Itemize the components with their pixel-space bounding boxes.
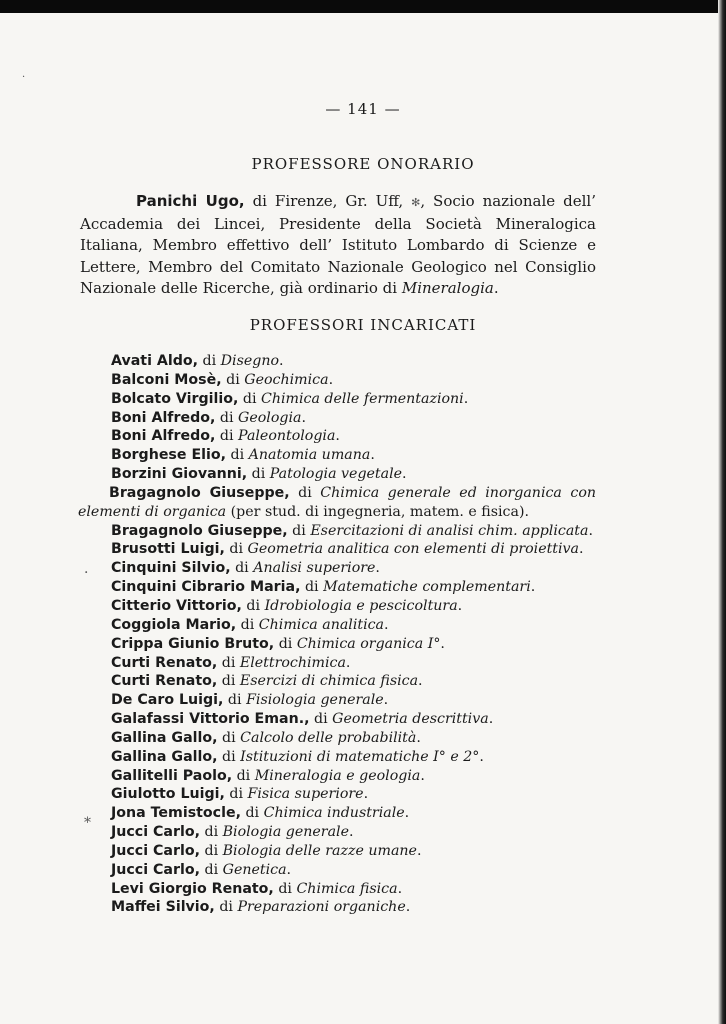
entry-separator: di bbox=[217, 673, 240, 690]
entry-separator: di bbox=[224, 786, 248, 803]
course-subject: Disegno bbox=[220, 353, 280, 369]
professor-name: Gallina Gallo, bbox=[111, 729, 218, 746]
professor-name: De Caro Luigi, bbox=[111, 692, 224, 709]
entry-separator: di bbox=[199, 861, 223, 878]
list-item bbox=[80, 352, 596, 371]
list-item bbox=[80, 371, 596, 390]
speck-mark: * bbox=[84, 815, 91, 831]
professor-name: Boni Alfredo, bbox=[111, 409, 216, 426]
entry-separator: di bbox=[232, 767, 255, 784]
list-item bbox=[80, 390, 596, 409]
entry-separator: di bbox=[221, 371, 245, 388]
list-item bbox=[80, 559, 596, 578]
entry-suffix: . bbox=[397, 880, 403, 897]
professor-name: Jucci Carlo, bbox=[111, 842, 200, 859]
honorary-subject: Mineralogia bbox=[401, 279, 494, 297]
scan-right-edge bbox=[718, 0, 726, 1024]
entry-separator: di bbox=[223, 692, 247, 709]
list-item bbox=[80, 804, 596, 823]
list-item bbox=[80, 672, 596, 691]
professor-name: Crippa Giunio Bruto, bbox=[111, 635, 275, 652]
entry-suffix: . bbox=[345, 654, 351, 671]
honorary-paragraph bbox=[80, 191, 596, 300]
professor-name: Bragagnolo Giuseppe, bbox=[109, 484, 290, 501]
professor-name: Bolcato Virgilio, bbox=[111, 390, 239, 407]
entry-suffix: . bbox=[440, 635, 445, 652]
list-item bbox=[80, 823, 596, 842]
course-subject: Patologia vegetale bbox=[269, 466, 403, 483]
entry-suffix: . bbox=[348, 824, 354, 841]
entry-separator: di bbox=[238, 390, 261, 407]
course-subject: Chimica generale ed inorganica con elementi di organica bbox=[78, 484, 596, 520]
honorary-end: . bbox=[493, 279, 499, 297]
entry-suffix: . bbox=[420, 767, 425, 784]
professor-name: Cinquini Cibrario Maria, bbox=[111, 579, 301, 596]
list-item bbox=[80, 465, 596, 484]
course-subject: Idrobiologia e pescicoltura bbox=[264, 597, 458, 614]
entry-separator: di bbox=[199, 824, 223, 841]
professor-name: Brusotti Luigi, bbox=[111, 541, 225, 558]
speck-mark: · bbox=[22, 72, 26, 83]
course-subject: Chimica organica I° bbox=[296, 635, 441, 652]
charged-heading: PROFESSORI INCARICATI bbox=[249, 316, 477, 334]
entry-suffix: . bbox=[479, 748, 484, 765]
entry-suffix: (per stud. di ingegneria, matem. e fisica). bbox=[226, 503, 529, 520]
entry-separator: di bbox=[217, 748, 241, 765]
professor-name: Avati Aldo, bbox=[111, 353, 199, 369]
entry-separator: di bbox=[198, 353, 221, 369]
course-subject: Analisi superiore bbox=[253, 560, 376, 577]
entry-suffix: . bbox=[404, 805, 410, 822]
entry-suffix: . bbox=[383, 692, 389, 709]
entry-suffix: . bbox=[301, 409, 306, 426]
entry-separator: di bbox=[215, 428, 239, 445]
course-subject: Geochimica bbox=[244, 371, 329, 388]
entry-suffix: . bbox=[530, 579, 536, 596]
list-item bbox=[80, 654, 596, 673]
list-item bbox=[80, 691, 596, 710]
list-item bbox=[80, 880, 596, 899]
professor-name: Jucci Carlo, bbox=[111, 824, 200, 841]
list-item bbox=[80, 748, 596, 767]
list-item bbox=[80, 578, 596, 597]
professor-name: Citterio Vittorio, bbox=[111, 597, 242, 614]
entry-suffix: . bbox=[416, 842, 422, 859]
entry-suffix: . bbox=[370, 447, 375, 464]
list-item bbox=[80, 635, 596, 654]
entry-separator: di bbox=[230, 560, 254, 577]
course-subject: Biologia delle razze umane bbox=[222, 842, 417, 859]
entry-separator: di bbox=[273, 880, 297, 897]
course-subject: Anatomia umana bbox=[248, 447, 371, 464]
entry-separator: di bbox=[224, 541, 248, 558]
entry-separator: di bbox=[240, 805, 264, 822]
entry-separator: di bbox=[309, 711, 333, 728]
professor-name: Gallitelli Paolo, bbox=[111, 767, 233, 784]
course-subject: Biologia generale bbox=[222, 824, 349, 841]
entry-suffix: . bbox=[463, 390, 469, 407]
honorary-heading: PROFESSORE ONORARIO bbox=[251, 155, 475, 173]
professor-name: Borghese Elio, bbox=[111, 447, 226, 464]
course-subject: Esercitazioni di analisi chim. applicata bbox=[310, 522, 589, 539]
list-item bbox=[80, 710, 596, 729]
entry-suffix: . bbox=[328, 371, 334, 388]
list-item bbox=[80, 522, 596, 541]
entry-separator: di bbox=[241, 597, 265, 614]
professor-name: Curti Renato, bbox=[111, 654, 218, 671]
entry-suffix: . bbox=[286, 861, 292, 878]
honorary-name: Panichi Ugo, bbox=[136, 192, 245, 210]
entry-separator: di bbox=[199, 842, 223, 859]
professor-name: Jona Temistocle, bbox=[111, 805, 241, 822]
honorary-description: , Socio nazionale dell’ Accademia dei Lincei, Presidente della Società Mineralogica Italiana, Membro effettivo dell’ Istituto Lombardo di Scienze e Lettere, Membro del Comitato Nazionale Geologico nel Consiglio Nazionale delle Ricerche, già ordinario di bbox=[80, 192, 596, 297]
entry-separator: di bbox=[217, 654, 240, 671]
list-item bbox=[80, 785, 596, 804]
course-subject: Matematiche complementari bbox=[323, 579, 531, 596]
entry-suffix: . bbox=[416, 729, 421, 746]
professor-name: Giulotto Luigi, bbox=[111, 786, 225, 803]
entry-separator: di bbox=[274, 635, 297, 652]
entry-suffix: . bbox=[384, 616, 389, 633]
list-item bbox=[80, 409, 596, 428]
course-subject: Istituzioni di matematiche I° e 2° bbox=[240, 748, 480, 765]
professor-name: Boni Alfredo, bbox=[111, 428, 216, 445]
page-number: — 141 — bbox=[325, 100, 401, 118]
professor-name: Gallina Gallo, bbox=[111, 748, 218, 765]
entry-suffix: . bbox=[457, 597, 463, 614]
professor-name: Galafassi Vittorio Eman., bbox=[111, 711, 310, 728]
entry-suffix: . bbox=[335, 428, 340, 445]
course-subject: Chimica delle fermentazioni bbox=[261, 390, 464, 407]
list-item bbox=[78, 484, 596, 522]
course-subject: Preparazioni organiche bbox=[237, 899, 406, 916]
honorary-origin: di Firenze, Gr. Uff, bbox=[252, 192, 404, 210]
course-subject: Fisiologia generale bbox=[246, 692, 384, 709]
professor-name: Maffei Silvio, bbox=[111, 899, 215, 916]
entry-suffix: . bbox=[488, 711, 494, 728]
list-item bbox=[80, 540, 596, 559]
entry-separator: di bbox=[215, 409, 239, 426]
entry-separator: di bbox=[214, 899, 238, 916]
speck-mark: · bbox=[84, 565, 89, 581]
entry-separator: di bbox=[287, 522, 311, 539]
professor-name: Curti Renato, bbox=[111, 673, 218, 690]
entry-separator: di bbox=[226, 447, 249, 464]
entry-separator: di bbox=[300, 579, 324, 596]
list-item bbox=[80, 861, 596, 880]
list-item bbox=[80, 616, 596, 635]
entry-suffix: . bbox=[579, 541, 584, 558]
entry-suffix: . bbox=[279, 353, 284, 369]
list-item bbox=[80, 898, 596, 917]
course-subject: Chimica analitica bbox=[258, 616, 385, 633]
course-subject: Fisica superiore bbox=[247, 786, 364, 803]
professor-name: Cinquini Silvio, bbox=[111, 560, 231, 577]
entry-separator: di bbox=[236, 616, 259, 633]
entry-separator: di bbox=[247, 466, 270, 483]
professor-name: Borzini Giovanni, bbox=[111, 466, 248, 483]
list-item bbox=[80, 427, 596, 446]
professor-name: Levi Giorgio Renato, bbox=[111, 880, 274, 897]
course-subject: Chimica industriale bbox=[263, 805, 405, 822]
course-subject: Geometria analitica con elementi di proiettiva bbox=[247, 541, 580, 558]
decoration-star-icon: ✻ bbox=[411, 196, 421, 209]
list-item bbox=[80, 597, 596, 616]
course-subject: Geologia bbox=[238, 409, 302, 426]
list-item bbox=[80, 729, 596, 748]
professor-name: Bragagnolo Giuseppe, bbox=[111, 522, 288, 539]
course-subject: Chimica fisica bbox=[296, 880, 398, 897]
professor-name: Coggiola Mario, bbox=[111, 616, 237, 633]
professor-name: Jucci Carlo, bbox=[111, 861, 200, 878]
course-subject: Elettrochimica bbox=[239, 654, 346, 671]
entry-suffix: . bbox=[418, 673, 423, 690]
course-subject: Paleontologia bbox=[238, 428, 336, 445]
course-subject: Calcolo delle probabilità bbox=[240, 729, 417, 746]
entry-suffix: . bbox=[402, 466, 407, 483]
list-item bbox=[80, 767, 596, 786]
entry-suffix: . bbox=[363, 786, 369, 803]
entry-separator: di bbox=[217, 729, 241, 746]
course-subject: Mineralogia e geologia bbox=[254, 767, 421, 784]
entry-suffix: . bbox=[405, 899, 411, 916]
entry-separator: di bbox=[289, 484, 321, 501]
scan-top-border bbox=[0, 0, 726, 13]
professor-name: Balconi Mosè, bbox=[111, 371, 222, 388]
entry-suffix: . bbox=[588, 522, 593, 539]
entry-suffix: . bbox=[375, 560, 380, 577]
course-subject: Geometria descrittiva bbox=[332, 711, 489, 728]
list-item bbox=[80, 446, 596, 465]
list-item bbox=[80, 842, 596, 861]
course-subject: Esercizi di chimica fisica bbox=[239, 673, 419, 690]
course-subject: Genetica bbox=[222, 861, 287, 878]
professor-list bbox=[80, 352, 596, 917]
